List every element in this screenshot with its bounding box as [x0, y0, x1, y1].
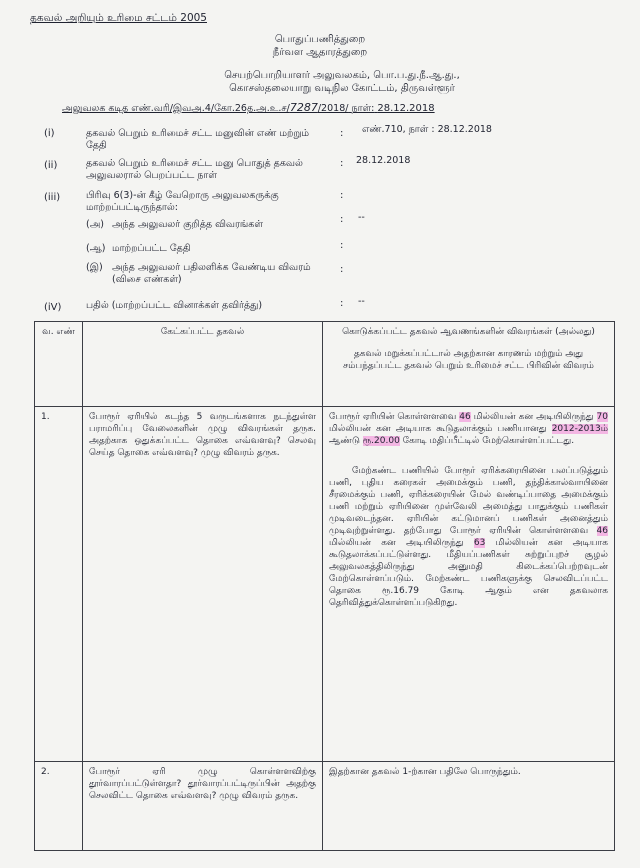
- field-value-a: --: [358, 212, 365, 223]
- field-num-aa: (ஆ): [86, 243, 106, 254]
- field-label-ii: தகவல் பெறும் உரிமைச் சட்ட மனு பொதுத் தகவல் அலுவலரால் பெறப்பட்ட நாள்: [86, 158, 303, 181]
- answer-text: மில்லியன் கன அடியிலிருந்து: [329, 538, 474, 548]
- field-colon: :: [340, 214, 344, 225]
- header-answer-part2: தகவல் மறுக்கப்பட்டால் அதற்கான காரணம் மற்றும் அது சம்பந்தப்பட்ட தகவல் பெறும் உரிமைச் சட்ட பிரிவின் விவரம்: [343, 349, 594, 371]
- header-answer-part1: கொடுக்கப்பட்ட தகவல் ஆவணங்களின் விவரங்கள் (அல்லது): [342, 327, 595, 337]
- field-value-i: எண்.710, நாள் : 28.12.2018: [362, 124, 492, 135]
- field-colon: :: [340, 190, 344, 201]
- row-answer: [323, 407, 615, 762]
- answer-paragraph-1: [329, 411, 608, 447]
- field-num-iii: (iii): [44, 192, 61, 203]
- info-table: [34, 321, 615, 851]
- office-line-2: கொசஸ்தலையாறு வடிநில கோட்டம், திருவள்ளூர்: [229, 83, 455, 94]
- subdepartment-name: நீர்வள ஆதாரத்துறை: [272, 47, 368, 58]
- answer-text: மேற்கண்ட பணியில் போரூர் ஏரிக்கரையினை பலப்படுத்தும் பணி, புதிய கரைகள் அமைக்கும் பணி, தந்திக்கால்வாயினை சீரமைக்கும் பணி, ஏரிக்கரையின் மேல் வண்டிப்பாதை அமைக்கும் பணி மற்றும் ஏரியினை முள்வேலி அமைத்து பாதுக்கும் பணிகள் முடிவடைந்தன. ஏரியின் கட்டுமானப் பணிகள் அனைத்தும் முடிவுற்றுள்ளது. தற்போது போரூர் ஏரியின் கொள்ளளவை: [329, 466, 608, 536]
- answer-text: போரூர் ஏரியின் கொள்ளளவை: [329, 412, 460, 422]
- table-row: [35, 762, 615, 851]
- office-line-1: செயற்பொறியாளர் அலுவலகம், பொ.ப.து.நீ.ஆ.து.,: [224, 70, 460, 81]
- highlighted-value: 70: [596, 412, 608, 422]
- date-value: 28.12.2018: [377, 103, 435, 114]
- field-colon: :: [340, 158, 344, 169]
- field-num-i-tamil: (இ): [86, 262, 103, 273]
- answer-text: மில்லியன் கன அடியிலிருந்து: [470, 412, 597, 422]
- field-num-i: (i): [44, 128, 55, 139]
- field-colon: :: [340, 298, 344, 309]
- ref-prefix: அலுவலக கடித எண்.வரி/இவஅ.4/கோ.26த.அ.உ.ச/: [62, 103, 290, 114]
- field-label-iii: பிரிவு 6(3)-ன் கீழ் வேறொரு அலுவலகருக்கு மாற்றப்பட்டிருந்தால்:: [86, 190, 279, 213]
- field-label-i: தகவல் பெறும் உரிமைச் சட்ட மனுவின் எண் மற்றும் தேதி: [86, 128, 310, 151]
- act-title: தகவல் அறியும் உரிமை சட்டம் 2005: [30, 12, 207, 24]
- highlighted-value: 63: [473, 538, 486, 548]
- answer-text: மில்லியன் கன அடியாக கூடுதலாக்கப்பட்டுள்ளது. மீதியப்பணிகள் சுற்றுப்புறச் சூழல் அலுவலகத்திலிருந்து அனுமதி கிடைக்கப்பெற்றவுடன் மேற்கொள்ளப்படும். மேற்கண்ட பணிகளுக்கு செலவிடப்பட்ட தொகை ரூ.16.79 கோடி ஆகும் என தகவலாக தெரிவித்துக்கொள்ளப்படுகிறது.: [329, 538, 608, 608]
- header-question: கேட்கப்பட்ட தகவல்: [83, 322, 323, 407]
- field-label-iv: பதில் (மாற்றப்பட்ட வினாக்கள் தவிர்த்து): [86, 300, 263, 311]
- row-sno: 2.: [35, 762, 83, 851]
- department-name: பொதுப்பணித்துறை: [274, 34, 366, 45]
- highlighted-value: 46: [596, 526, 608, 536]
- field-colon: :: [340, 264, 344, 275]
- field-value-ii: 28.12.2018: [356, 155, 411, 166]
- field-colon: :: [340, 240, 344, 251]
- field-label-aa: மாற்றப்பட்ட தேதி: [112, 243, 191, 254]
- table-header-row: [35, 322, 615, 407]
- highlighted-value: ரூ.20.00: [362, 436, 400, 446]
- date-label: நாள்:: [351, 103, 375, 114]
- reference-line: [62, 101, 435, 115]
- field-num-ii: (ii): [44, 160, 58, 171]
- field-colon: :: [340, 128, 344, 139]
- header-answer: [323, 322, 615, 407]
- answer-text: மில்லியன் கன அடியாக கூடுதலாக்கும் பணியானது: [329, 424, 552, 434]
- field-num-iv: (iV): [44, 302, 62, 313]
- ref-handwritten-number: 7287: [289, 101, 318, 114]
- answer-paragraph-2: [329, 465, 608, 609]
- row-answer: இதற்கான தகவல் 1-ற்கான பதிலே பொருந்தும்.: [323, 762, 615, 851]
- field-label-i-tamil: அந்த அலுவலர் பதிலளிக்க வேண்டிய விவரம் (விசை எண்கள்): [112, 262, 311, 285]
- ref-year: /2018/: [317, 103, 349, 114]
- highlighted-value: 46: [459, 412, 471, 422]
- field-label-a: அந்த அலுவலர் குறித்த விவரங்கள்: [112, 219, 263, 230]
- row-sno: 1.: [35, 407, 83, 762]
- row-question: போரூர் ஏரி முழு கொள்ளளவிற்கு தூர்வாரப்பட்டுள்ளதா? தூர்வாரப்பட்டிருப்பின் அதற்கு செலவிட்ட தொகை எவ்வளவு? முழு விவரம் தருக.: [83, 762, 323, 851]
- header-sno: வ. எண்: [35, 322, 83, 407]
- row-question: போரூர் ஏரியில் கடந்த 5 வருடங்களாக நடந்துள்ள பராமரிப்பு வேலைகளின் முழு விவரங்கள் தருக. அதற்காக ஒதுக்கப்பட்ட தொகை எவ்வளவு? செலவு செய்த தொகை எவ்வளவு? முழு விவரம் தருக.: [83, 407, 323, 762]
- answer-text: ஆண்டு: [329, 436, 363, 446]
- field-num-a: (அ): [86, 219, 104, 230]
- answer-text: கோடி மதிப்பீட்டில் மேற்கொள்ளப்பட்டது.: [399, 436, 575, 446]
- field-value-iv: --: [358, 296, 365, 307]
- highlighted-value: 2012-2013ம்: [551, 424, 608, 434]
- table-row: [35, 407, 615, 762]
